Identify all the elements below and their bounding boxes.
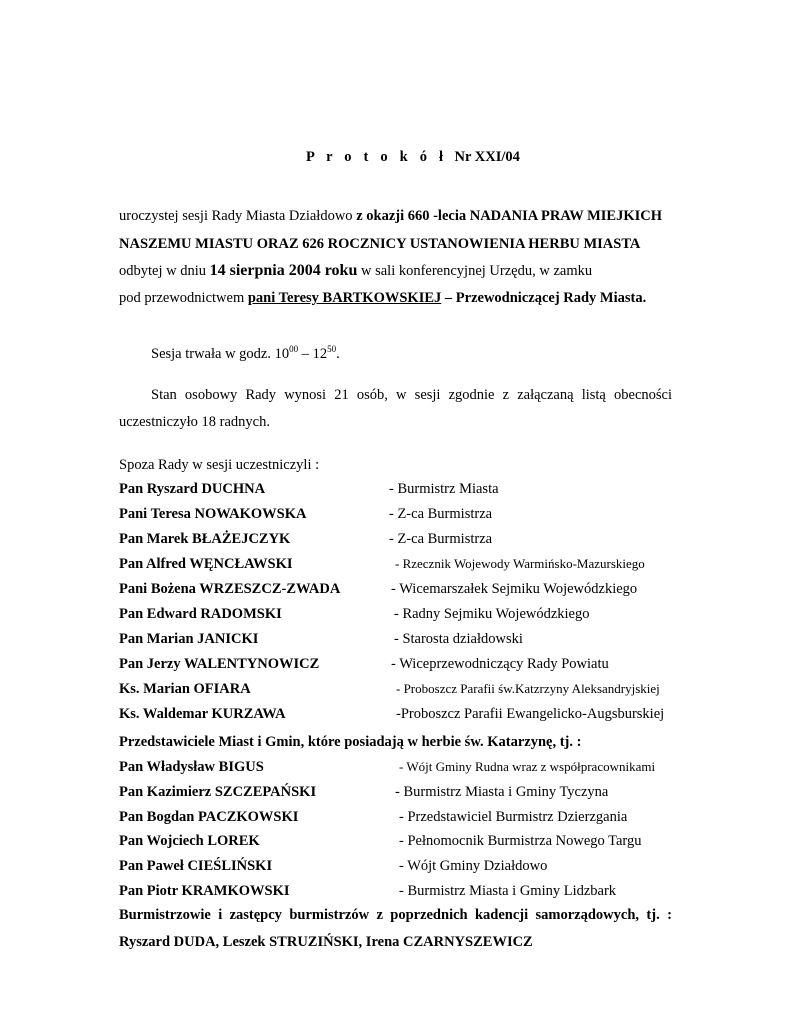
intro-text: odbytej w dniu	[119, 263, 210, 279]
time-period: .	[336, 346, 340, 362]
word: Burmistrzowie	[119, 907, 211, 923]
title-number: Nr XXI/04	[454, 149, 520, 165]
word: obecności	[614, 387, 672, 403]
person-row	[119, 605, 679, 623]
word: burmistrzów	[289, 907, 370, 923]
person-role: - Radny Sejmiku Wojewódzkiego	[394, 606, 590, 622]
former-mayors-names: Ryszard DUDA, Leszek STRUZIŃSKI, Irena CZARNYSZEWICZ	[119, 934, 533, 950]
word: listą	[581, 387, 606, 403]
word: samorządowych,	[535, 907, 640, 923]
person-role: - Z-ca Burmistrza	[389, 506, 493, 522]
person-row	[119, 580, 679, 598]
person-name: Pan Kazimierz SZCZEPAŃSKI	[119, 784, 317, 800]
person-role: - Rzecznik Wojewody Warmińsko-Mazurskiego	[395, 556, 645, 571]
person-row	[119, 857, 679, 875]
word: wynosi	[284, 387, 327, 403]
person-role: - Burmistrz Miasta i Gminy Lidzbark	[399, 883, 617, 899]
council-line-2: uczestniczyło 18 radnych.	[119, 414, 270, 430]
word: :	[667, 907, 672, 923]
word: zgodnie	[448, 387, 495, 403]
person-role: - Wiceprzewodniczący Rady Powiatu	[391, 656, 609, 672]
person-name: Pan Paweł CIEŚLIŃSKI	[119, 858, 273, 874]
person-name: Pan Piotr KRAMKOWSKI	[119, 883, 290, 899]
person-name: Pan Alfred WĘNCŁAWSKI	[119, 556, 293, 572]
person-name: Pan Wojciech LOREK	[119, 833, 260, 849]
person-name: Ks. Marian OFIARA	[119, 681, 251, 697]
intro-line-3	[119, 262, 592, 280]
council-line-1	[151, 386, 672, 404]
start-minutes: 00	[289, 344, 299, 354]
person-role: - Z-ca Burmistrza	[389, 531, 493, 547]
person-row	[119, 808, 679, 826]
word: kadencji	[474, 907, 529, 923]
intro-text: w sali konferencyjnej Urzędu, w zamku	[357, 263, 593, 279]
person-name: Pan Marian JANICKI	[119, 631, 259, 647]
person-role: - Pełnomocnik Burmistrza Nowego Targu	[399, 833, 642, 849]
person-name: Pani Teresa NOWAKOWSKA	[119, 506, 307, 522]
person-row	[119, 530, 679, 548]
word: Stan	[151, 387, 177, 403]
person-row	[119, 480, 679, 498]
person-name: Pan Władysław BIGUS	[119, 759, 264, 775]
word: z	[376, 907, 383, 923]
person-role: - Proboszcz Parafii św.Katzrzyny Aleksandryjskiej	[396, 681, 660, 696]
word: zastępcy	[229, 907, 282, 923]
word: z	[502, 387, 510, 403]
chairperson-name: pani Teresy BARTKOWSKIEJ	[247, 290, 442, 306]
word: 21	[334, 387, 349, 403]
word: załączaną	[517, 387, 574, 403]
intro-line-1	[119, 207, 662, 225]
word: w	[396, 387, 407, 403]
person-role: - Burmistrz Miasta	[389, 481, 499, 497]
word: osób,	[356, 387, 388, 403]
person-row	[119, 680, 679, 698]
person-role: - Starosta działdowski	[394, 631, 523, 647]
intro-occasion: z okazji 660 -lecia NADANIA PRAW MIEJKICH	[356, 208, 663, 224]
session-text: Sesja trwała w godz.	[151, 346, 275, 362]
word: i	[218, 907, 223, 923]
person-name: Pani Bożena WRZESZCZ-ZWADA	[119, 581, 341, 597]
end-hour: 12	[312, 346, 328, 362]
intro-line-4	[119, 289, 646, 307]
person-name: Pan Jerzy WALENTYNOWICZ	[119, 656, 320, 672]
word: poprzednich	[390, 907, 468, 923]
person-row	[119, 783, 679, 801]
person-role: - Wójt Gminy Działdowo	[399, 858, 548, 874]
person-row	[119, 705, 679, 723]
word: osobowy	[184, 387, 238, 403]
title-prefix: P r o t o k ó ł	[306, 149, 448, 165]
person-row	[119, 630, 679, 648]
word: sesji	[414, 387, 441, 403]
cities-heading: Przedstawiciele Miast i Gmin, które posiadają w herbie św. Katarzynę, tj. :	[119, 734, 582, 750]
session-date: 14 sierpnia 2004 roku	[209, 262, 358, 279]
person-name: Ks. Waldemar KURZAWA	[119, 706, 286, 722]
person-row	[119, 882, 679, 900]
person-role: - Wójt Gminy Rudna wraz z współpracownikami	[399, 759, 656, 774]
person-name: Pan Marek BŁAŻEJCZYK	[119, 531, 291, 547]
former-mayors-heading	[119, 906, 672, 924]
word: tj.	[646, 907, 660, 923]
session-time-line	[151, 345, 340, 363]
person-name: Pan Bogdan PACZKOWSKI	[119, 809, 299, 825]
person-row	[119, 832, 679, 850]
intro-text: uroczystej sesji Rady Miasta Działdowo	[119, 208, 357, 224]
end-minutes: 50	[327, 344, 337, 354]
word: Rady	[245, 387, 277, 403]
start-hour: 10	[274, 346, 290, 362]
person-name: Pan Edward RADOMSKI	[119, 606, 282, 622]
person-role: - Przedstawiciel Burmistrz Dzierzgania	[399, 809, 628, 825]
person-role: - Burmistrz Miasta i Gminy Tyczyna	[395, 784, 609, 800]
person-row	[119, 655, 679, 673]
chairperson-title: – Przewodniczącej Rady Miasta.	[441, 290, 647, 306]
intro-line-2: NASZEMU MIASTU ORAZ 626 ROCZNICY USTANOWIENIA HERBU MIASTA	[119, 236, 641, 252]
person-name: Pan Ryszard DUCHNA	[119, 481, 266, 497]
person-role: -Proboszcz Parafii Ewangelicko-Augsburskiej	[396, 706, 665, 722]
person-role: - Wicemarszałek Sejmiku Wojewódzkiego	[391, 581, 638, 597]
person-row	[119, 555, 679, 573]
time-dash: –	[298, 346, 313, 362]
guests-heading: Spoza Rady w sesji uczestniczyli :	[119, 457, 320, 473]
person-row	[119, 758, 679, 776]
person-row	[119, 505, 679, 523]
page-title	[306, 149, 520, 166]
intro-text: pod przewodnictwem	[119, 290, 248, 306]
